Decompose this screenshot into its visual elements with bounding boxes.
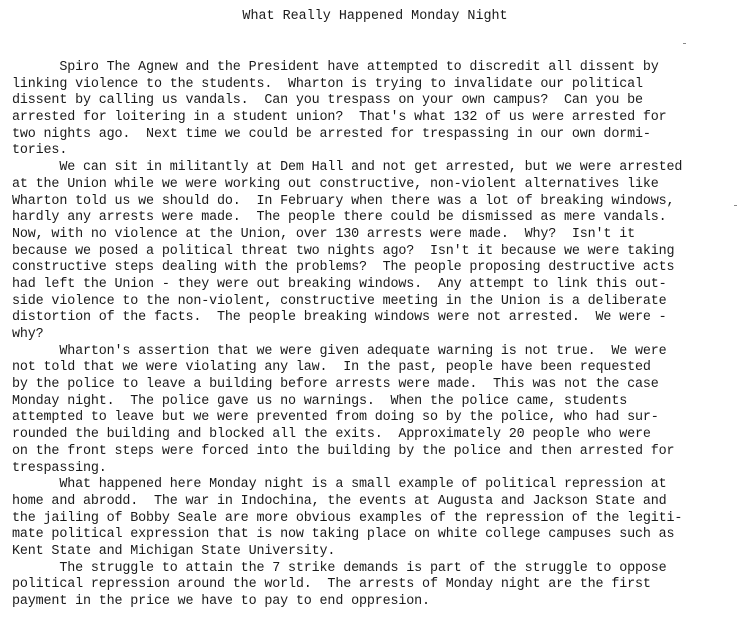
body-line: by the police to leave a building before arrests were made. This was not the case bbox=[12, 377, 659, 393]
body-line: because we posed a political threat two nights ago? Isn't it because we were taking bbox=[12, 243, 675, 259]
body-line: at the Union while we were working out constructive, non-violent alternatives like bbox=[12, 176, 659, 192]
body-line: Now, with no violence at the Union, over 130 arrests were made. Why? Isn't it bbox=[12, 226, 635, 242]
body-line: What happened here Monday night is a small example of political repression at bbox=[12, 477, 667, 493]
body-line: arrested for loitering in a student union? That's what 132 of us were arrested for bbox=[12, 110, 667, 126]
body-line: rounded the building and blocked all the exits. Approximately 20 people who were bbox=[12, 427, 651, 443]
document-title: What Really Happened Monday Night bbox=[242, 9, 508, 24]
body-line: side violence to the non-violent, constructive meeting in the Union is a deliberate bbox=[12, 293, 667, 309]
body-line: tories. bbox=[12, 143, 68, 159]
body-line: Wharton's assertion that we were given adequate warning is not true. We were bbox=[12, 343, 667, 359]
body-line: hardly any arrests were made. The people there could be dismissed as mere vandals. bbox=[12, 210, 667, 226]
body-line: We can sit in militantly at Dem Hall and not get arrested, but we were arrested bbox=[12, 160, 683, 176]
body-line: Monday night. The police gave us no warnings. When the police came, students bbox=[12, 393, 628, 409]
body-line: why? bbox=[12, 327, 44, 342]
stray-ink-mark bbox=[683, 43, 686, 44]
body-line: had left the Union - they were out breaking windows. Any attempt to link this out- bbox=[12, 276, 667, 292]
body-line: linking violence to the students. Wharton is trying to invalidate our political bbox=[12, 76, 643, 92]
body-line: distortion of the facts. The people breaking windows were not arrested. We were - bbox=[12, 310, 667, 326]
body-line: payment in the price we have to pay to end oppresion. bbox=[12, 594, 430, 609]
body-line: dissent by calling us vandals. Can you trespass on your own campus? Can you be bbox=[12, 93, 643, 109]
body-line: two nights ago. Next time we could be arrested for trespassing in our own dormi- bbox=[12, 126, 651, 142]
document-body bbox=[12, 60, 748, 611]
body-line: political repression around the world. The arrests of Monday night are the first bbox=[12, 577, 651, 593]
body-line: Wharton told us we should do. In February when there was a lot of breaking windows, bbox=[12, 193, 675, 209]
body-line: trespassing. bbox=[12, 460, 107, 476]
body-line: home and abrodd. The war in Indochina, the events at Augusta and Jackson State and bbox=[12, 493, 667, 509]
body-line: Kent State and Michigan State University. bbox=[12, 543, 336, 559]
body-line: attempted to leave but we were prevented from doing so by the police, who had sur- bbox=[12, 410, 659, 426]
body-line: the jailing of Bobby Seale are more obvious examples of the repression of the legiti- bbox=[12, 510, 683, 526]
body-line: The struggle to attain the 7 strike demands is part of the struggle to oppose bbox=[12, 560, 667, 576]
body-line: mate political expression that is now taking place on white college campuses such as bbox=[12, 527, 675, 543]
body-line: on the front steps were forced into the building by the police and then arrested for bbox=[12, 443, 675, 459]
body-line: not told that we were violating any law. In the past, people have been requested bbox=[12, 360, 651, 376]
body-line: constructive steps dealing with the problems? The people proposing destructive acts bbox=[12, 260, 675, 276]
body-line: Spiro The Agnew and the President have attempted to discredit all dissent by bbox=[12, 60, 659, 75]
